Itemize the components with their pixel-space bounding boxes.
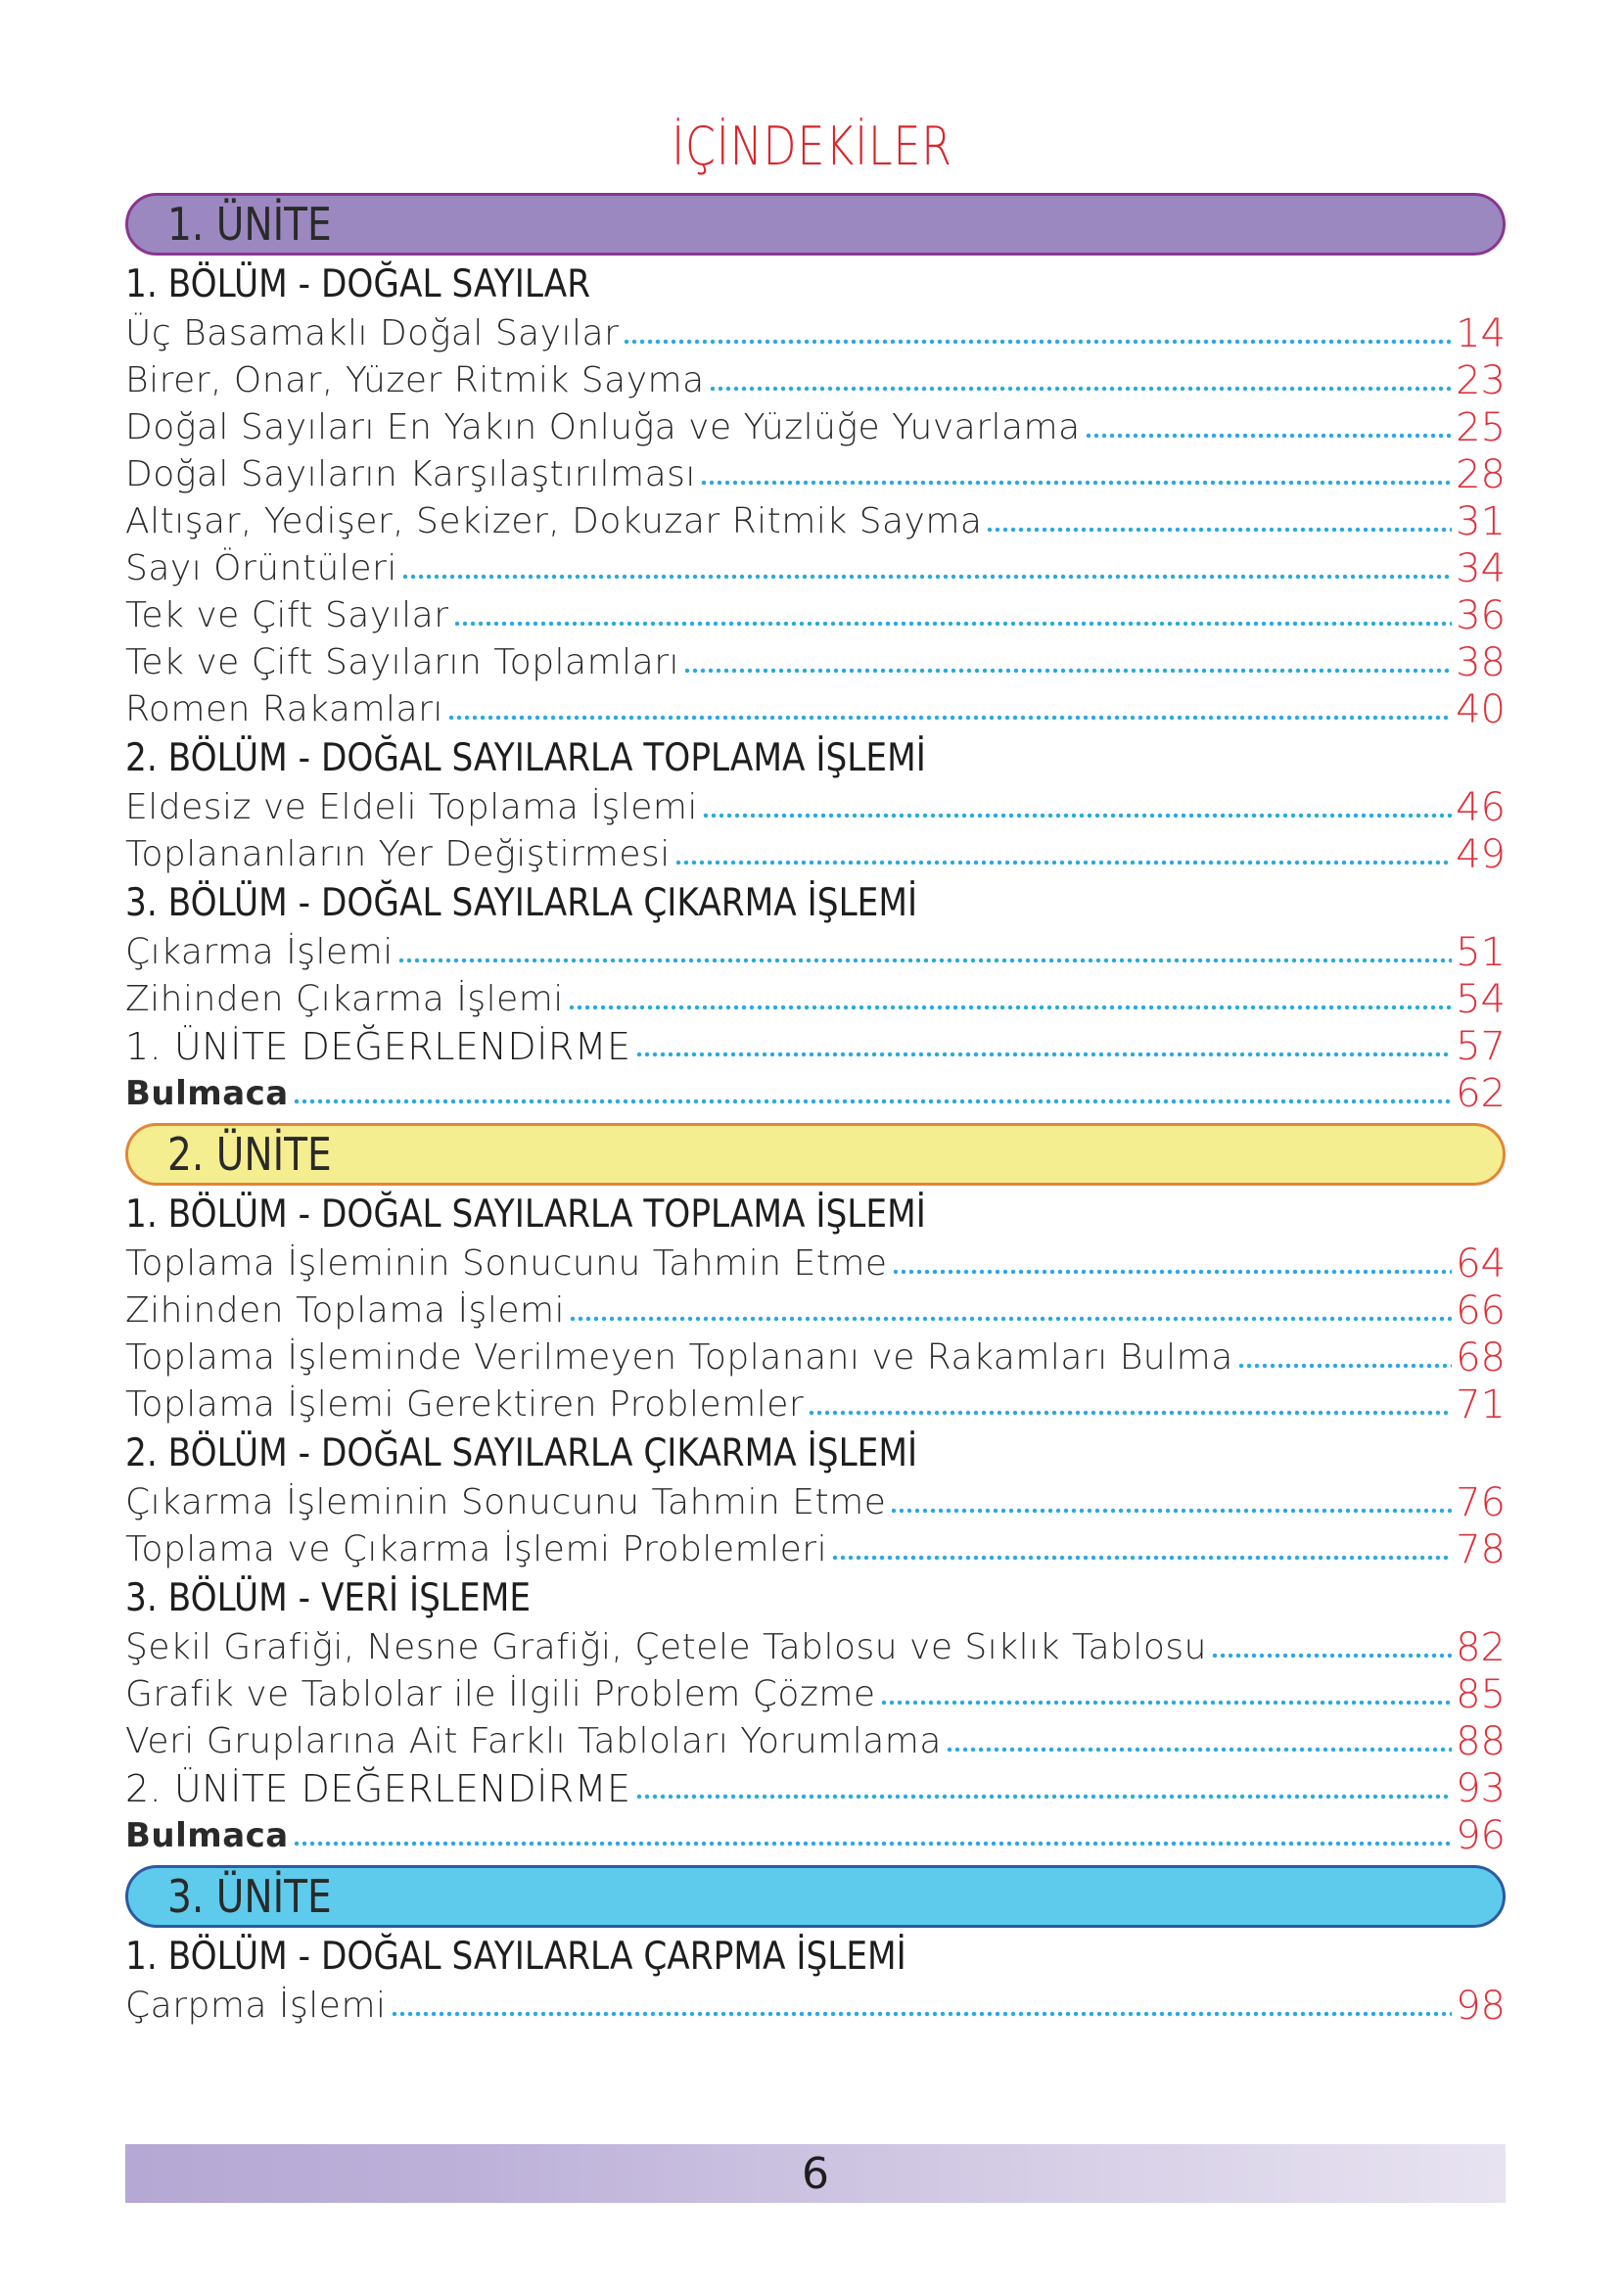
leader-dots (702, 806, 1452, 819)
leader-dots (391, 2004, 1453, 2018)
entry-title: Zihinden Çıkarma İşlemi (125, 979, 564, 1019)
entry-title: Grafik ve Tablolar ile İlgili Problem Çözme (125, 1674, 876, 1714)
leader-dots (293, 1092, 1452, 1105)
unit-3-section-1-heading: 1. BÖLÜM - DOĞAL SAYILARLA ÇARPMA İŞLEMİ (125, 1935, 906, 1979)
unit-1-section-2-heading: 2. BÖLÜM - DOĞAL SAYILARLA TOPLAMA İŞLEMİ (125, 736, 926, 780)
entry-title: Toplananların Yer Değiştirmesi (125, 834, 671, 874)
toc-entry[interactable] (125, 592, 1506, 639)
unit-3-band (125, 1865, 1506, 1928)
entry-page: 68 (1456, 1335, 1506, 1380)
entry-page: 85 (1456, 1672, 1506, 1717)
leader-dots (880, 1693, 1453, 1707)
leader-dots (700, 473, 1452, 487)
entry-title: Romen Rakamları (125, 689, 443, 729)
entry-title: Zihinden Toplama İşlemi (125, 1290, 566, 1331)
entry-title: Toplama İşleminde Verilmeyen Toplananı ve Rakamları Bulma (125, 1337, 1233, 1378)
entry-title: Bulmaca (125, 1816, 289, 1855)
entry-title: Toplama ve Çıkarma İşlemi Problemleri (125, 1529, 828, 1569)
leader-dots (397, 951, 1452, 964)
entry-title: Tek ve Çift Sayılar (125, 595, 449, 635)
leader-dots (1237, 1356, 1452, 1370)
unit-2-puzzle-entry[interactable] (125, 1812, 1506, 1859)
page-number: 6 (802, 2148, 829, 2199)
unit-2-label: 2. ÜNİTE (167, 1128, 332, 1181)
table-of-contents (125, 193, 1506, 2030)
toc-entry[interactable] (125, 639, 1506, 686)
leader-dots (890, 1501, 1452, 1515)
entry-page: 38 (1456, 640, 1506, 685)
unit-2-band (125, 1123, 1506, 1186)
toc-entry[interactable] (125, 784, 1506, 831)
toc-entry[interactable] (125, 1526, 1506, 1573)
toc-entry[interactable] (125, 310, 1506, 357)
toc-entry[interactable] (125, 357, 1506, 404)
unit-2-evaluation-entry[interactable] (125, 1765, 1506, 1812)
entry-page: 54 (1456, 977, 1506, 1022)
toc-entry[interactable] (125, 831, 1506, 878)
entry-page: 98 (1456, 1984, 1506, 2029)
entry-page: 14 (1456, 311, 1506, 356)
entry-title: Eldesiz ve Eldeli Toplama İşlemi (125, 787, 698, 827)
toc-entry[interactable] (125, 976, 1506, 1023)
entry-page: 96 (1456, 1813, 1506, 1858)
leader-dots (1085, 426, 1452, 440)
leader-dots (946, 1740, 1452, 1753)
entry-page: 34 (1456, 546, 1506, 591)
entry-title: Şekil Grafiği, Nesne Grafiği, Çetele Tablosu ve Sıklık Tablosu (125, 1627, 1207, 1667)
entry-title: Doğal Sayıları En Yakın Onluğa ve Yüzlüğe Yuvarlama (125, 407, 1081, 447)
leader-dots (568, 998, 1452, 1011)
entry-page: 88 (1456, 1719, 1506, 1764)
leader-dots (569, 1309, 1452, 1323)
entry-page: 40 (1456, 687, 1506, 732)
leader-dots (401, 567, 1452, 581)
entry-title: Çıkarma İşlemi (125, 932, 394, 972)
toc-entry[interactable] (125, 1334, 1506, 1381)
entry-page: 93 (1456, 1766, 1506, 1811)
toc-entry[interactable] (125, 1479, 1506, 1526)
leader-dots (892, 1262, 1453, 1276)
toc-entry[interactable] (125, 929, 1506, 976)
toc-entry[interactable] (125, 686, 1506, 733)
toc-entry[interactable] (125, 1240, 1506, 1287)
leader-dots (447, 708, 1452, 722)
entry-title: Toplama İşleminin Sonucunu Tahmin Etme (125, 1243, 888, 1284)
toc-entry[interactable] (125, 1287, 1506, 1334)
entry-page: 64 (1456, 1241, 1506, 1286)
unit-1-label: 1. ÜNİTE (167, 198, 332, 251)
leader-dots (683, 661, 1452, 675)
entry-page: 36 (1456, 593, 1506, 638)
entry-title: Tek ve Çift Sayıların Toplamları (125, 642, 680, 682)
unit-2-section-1-heading: 1. BÖLÜM - DOĞAL SAYILARLA TOPLAMA İŞLEMİ (125, 1192, 926, 1237)
entry-title: Üç Basamaklı Doğal Sayılar (125, 313, 620, 353)
leader-dots (1211, 1646, 1452, 1660)
unit-2-section-3-heading: 3. BÖLÜM - VERİ İŞLEME (125, 1576, 532, 1620)
toc-entry[interactable] (125, 1671, 1506, 1718)
entry-page: 23 (1456, 358, 1506, 403)
toc-entry[interactable] (125, 451, 1506, 498)
unit-2-section-2-heading: 2. BÖLÜM - DOĞAL SAYILARLA ÇIKARMA İŞLEMİ (125, 1431, 918, 1475)
entry-page: 66 (1456, 1288, 1506, 1333)
unit-1-section-3-heading: 3. BÖLÜM - DOĞAL SAYILARLA ÇIKARMA İŞLEMİ (125, 881, 918, 925)
entry-title: Doğal Sayıların Karşılaştırılması (125, 454, 696, 494)
entry-page: 49 (1456, 832, 1506, 877)
unit-1-puzzle-entry[interactable] (125, 1070, 1506, 1117)
leader-dots (808, 1403, 1452, 1417)
toc-entry[interactable] (125, 498, 1506, 545)
entry-page: 82 (1456, 1625, 1506, 1670)
entry-title: 2. ÜNİTE DEĞERLENDİRME (125, 1767, 631, 1810)
entry-title: Bulmaca (125, 1074, 289, 1113)
entry-title: Çarpma İşlemi (125, 1986, 387, 2026)
page-title: İÇİNDEKİLER (672, 116, 952, 177)
entry-page: 25 (1456, 405, 1506, 450)
entry-title: Birer, Onar, Yüzer Ritmik Sayma (125, 360, 705, 400)
entry-page: 62 (1456, 1071, 1506, 1116)
leader-dots (986, 520, 1452, 534)
leader-dots (831, 1548, 1452, 1562)
toc-entry[interactable] (125, 1381, 1506, 1428)
entry-title: Sayı Örüntüleri (125, 548, 397, 588)
entry-page: 31 (1456, 499, 1506, 544)
leader-dots (623, 332, 1452, 346)
footer-bar (125, 2144, 1506, 2203)
leader-dots (635, 1787, 1453, 1800)
unit-3-label: 3. ÜNİTE (167, 1870, 332, 1923)
entry-page: 71 (1456, 1382, 1506, 1427)
toc-entry[interactable] (125, 545, 1506, 592)
toc-entry[interactable] (125, 1624, 1506, 1671)
entry-title: Çıkarma İşleminin Sonucunu Tahmin Etme (125, 1482, 887, 1522)
unit-1-evaluation-entry[interactable] (125, 1023, 1506, 1070)
entry-title: Altışar, Yedişer, Sekizer, Dokuzar Ritmik Sayma (125, 501, 983, 541)
entry-title: Toplama İşlemi Gerektiren Problemler (125, 1384, 805, 1425)
entry-page: 76 (1456, 1480, 1506, 1525)
entry-title: Veri Gruplarına Ait Farklı Tabloları Yorumlama (125, 1721, 942, 1761)
leader-dots (293, 1834, 1452, 1847)
entry-page: 51 (1456, 930, 1506, 975)
unit-1-band (125, 193, 1506, 256)
leader-dots (709, 379, 1452, 393)
leader-dots (453, 614, 1453, 628)
entry-page: 57 (1456, 1024, 1506, 1069)
entry-page: 28 (1456, 452, 1506, 497)
leader-dots (674, 853, 1452, 866)
toc-entry[interactable] (125, 1718, 1506, 1765)
toc-entry[interactable] (125, 404, 1506, 451)
entry-title: 1. ÜNİTE DEĞERLENDİRME (125, 1025, 631, 1068)
unit-1-section-1-heading: 1. BÖLÜM - DOĞAL SAYILAR (125, 262, 591, 306)
entry-page: 78 (1456, 1527, 1506, 1572)
leader-dots (635, 1045, 1453, 1058)
entry-page: 46 (1456, 785, 1506, 830)
toc-entry[interactable] (125, 1983, 1506, 2030)
